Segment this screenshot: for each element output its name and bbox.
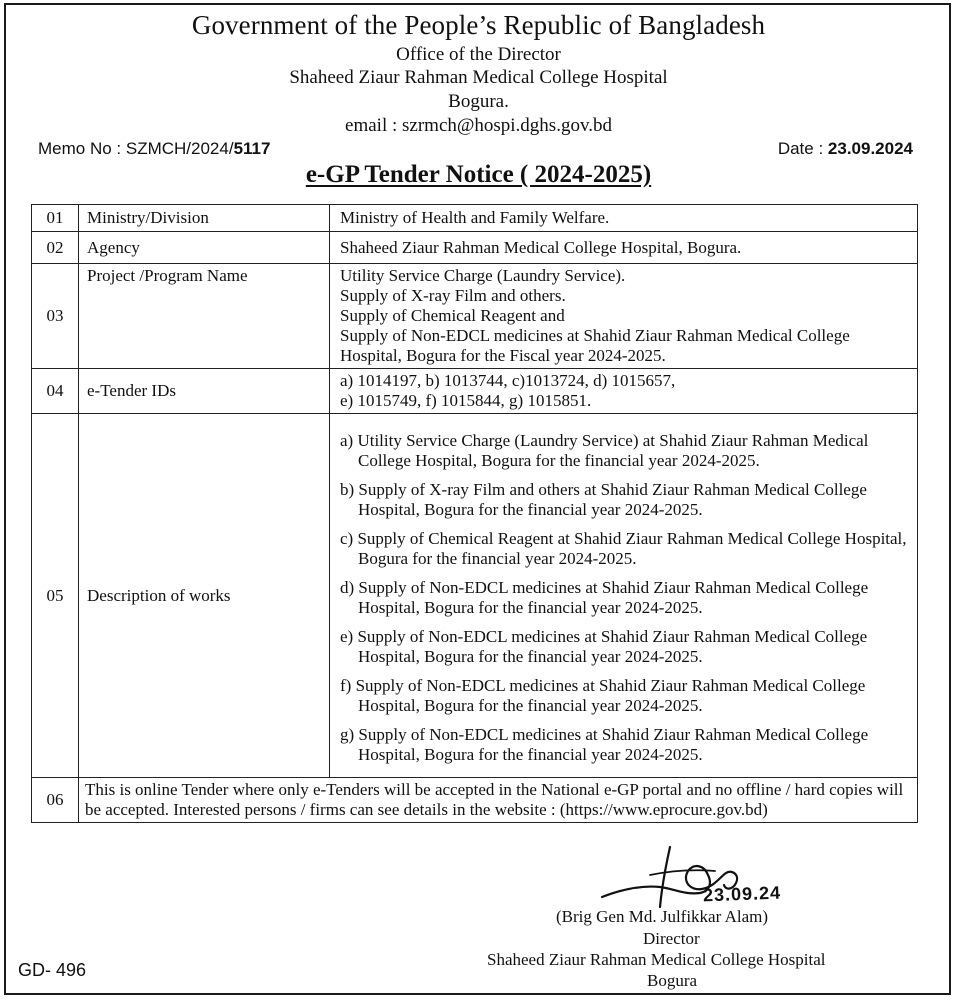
row-value: Ministry of Health and Family Welfare. xyxy=(330,205,918,232)
table-row xyxy=(32,232,918,264)
work-item: e) Supply of Non-EDCL medicines at Shahid Ziaur Rahman Medical College Hospital, Bogura for the financial year 2024-2025. xyxy=(340,626,868,666)
notice-date xyxy=(778,139,913,159)
document-code: GD- 496 xyxy=(18,960,87,980)
row-label: Project /Program Name xyxy=(79,264,330,369)
program-line: Utility Service Charge (Laundry Service). xyxy=(340,266,626,285)
date-value: 23.09.2024 xyxy=(827,139,913,158)
row-number: 03 xyxy=(32,264,79,369)
memo-num: 5117 xyxy=(233,139,271,158)
table-row xyxy=(32,414,918,778)
row-value: Shaheed Ziaur Rahman Medical College Hospital, Bogura. xyxy=(330,232,918,264)
signature-date: 23.09.24 xyxy=(702,882,782,906)
work-item: c) Supply of Chemical Reagent at Shahid Ziaur Rahman Medical College Hospital, Bogura for the financial year 2024-2025. xyxy=(340,528,907,568)
row-number: 06 xyxy=(32,778,79,823)
tender-id-line: a) 1014197, b) 1013744, c)1013724, d) 1015657, xyxy=(340,371,676,390)
work-item: g) Supply of Non-EDCL medicines at Shahid Ziaur Rahman Medical College Hospital, Bogura for the financial year 2024-2025. xyxy=(340,724,869,764)
signatory-name: (Brig Gen Md. Julfikkar Alam) xyxy=(556,907,768,926)
row-value xyxy=(330,369,918,414)
table-row xyxy=(32,264,918,369)
date-label: Date : xyxy=(777,139,828,158)
row-number: 02 xyxy=(32,232,79,264)
notice-title xyxy=(0,161,957,189)
work-item: b) Supply of X-ray Film and others at Shahid Ziaur Rahman Medical College Hospital, Bogura for the financial year 2024-2025. xyxy=(340,479,867,519)
row-value xyxy=(330,414,918,778)
signatory-city: Bogura xyxy=(647,971,698,990)
notice-title-text: e-GP Tender Notice ( 2024-2025) xyxy=(305,161,652,188)
tender-table xyxy=(31,204,918,823)
work-item: d) Supply of Non-EDCL medicines at Shahid Ziaur Rahman Medical College Hospital, Bogura for the financial year 2024-2025. xyxy=(340,577,869,617)
program-line: Supply of Non-EDCL medicines at Shahid Ziaur Rahman Medical College Hospital, Bogura for the Fiscal year 2024-2025. xyxy=(340,326,850,365)
row-label: Ministry/Division xyxy=(79,205,330,232)
work-item: a) Utility Service Charge (Laundry Service) at Shahid Ziaur Rahman Medical College Hospital, Bogura for the financial year 2024-2025. xyxy=(340,430,869,470)
program-line: Supply of Chemical Reagent and xyxy=(340,306,565,325)
signatory-hospital: Shaheed Ziaur Rahman Medical College Hospital xyxy=(487,950,826,969)
row-number: 04 xyxy=(32,369,79,414)
program-line: Supply of X-ray Film and others. xyxy=(340,286,566,305)
row-label: Agency xyxy=(79,232,330,264)
row-label: e-Tender IDs xyxy=(79,369,330,414)
row-value xyxy=(330,264,918,369)
row-number: 05 xyxy=(32,414,79,778)
tender-id-line: e) 1015749, f) 1015844, g) 1015851. xyxy=(340,391,592,410)
table-row xyxy=(32,369,918,414)
email-line: email : szrmch@hospi.dghs.gov.bd xyxy=(345,115,612,136)
work-item: f) Supply of Non-EDCL medicines at Shahid Ziaur Rahman Medical College Hospital, Bogura for the financial year 2024-2025. xyxy=(340,675,866,715)
hospital-line: Shaheed Ziaur Rahman Medical College Hospital xyxy=(289,67,668,88)
row-label: Description of works xyxy=(79,414,330,778)
signatory-designation: Director xyxy=(643,929,700,948)
office-line: Office of the Director xyxy=(396,44,561,65)
city-line: Bogura. xyxy=(448,91,509,112)
table-row xyxy=(32,205,918,232)
memo-label: Memo No : SZMCH/2024/ xyxy=(38,139,234,158)
table-row xyxy=(32,778,918,823)
government-heading: Government of the People’s Republic of Bangladesh xyxy=(191,10,766,40)
memo-number xyxy=(38,139,270,159)
online-tender-note: This is online Tender where only e-Tenders will be accepted in the National e-GP portal and no offline / hard copies will be accepted. Interested persons / firms can see details in the website : (https://www.eprocure.gov.bd) xyxy=(79,778,918,823)
row-number: 01 xyxy=(32,205,79,232)
